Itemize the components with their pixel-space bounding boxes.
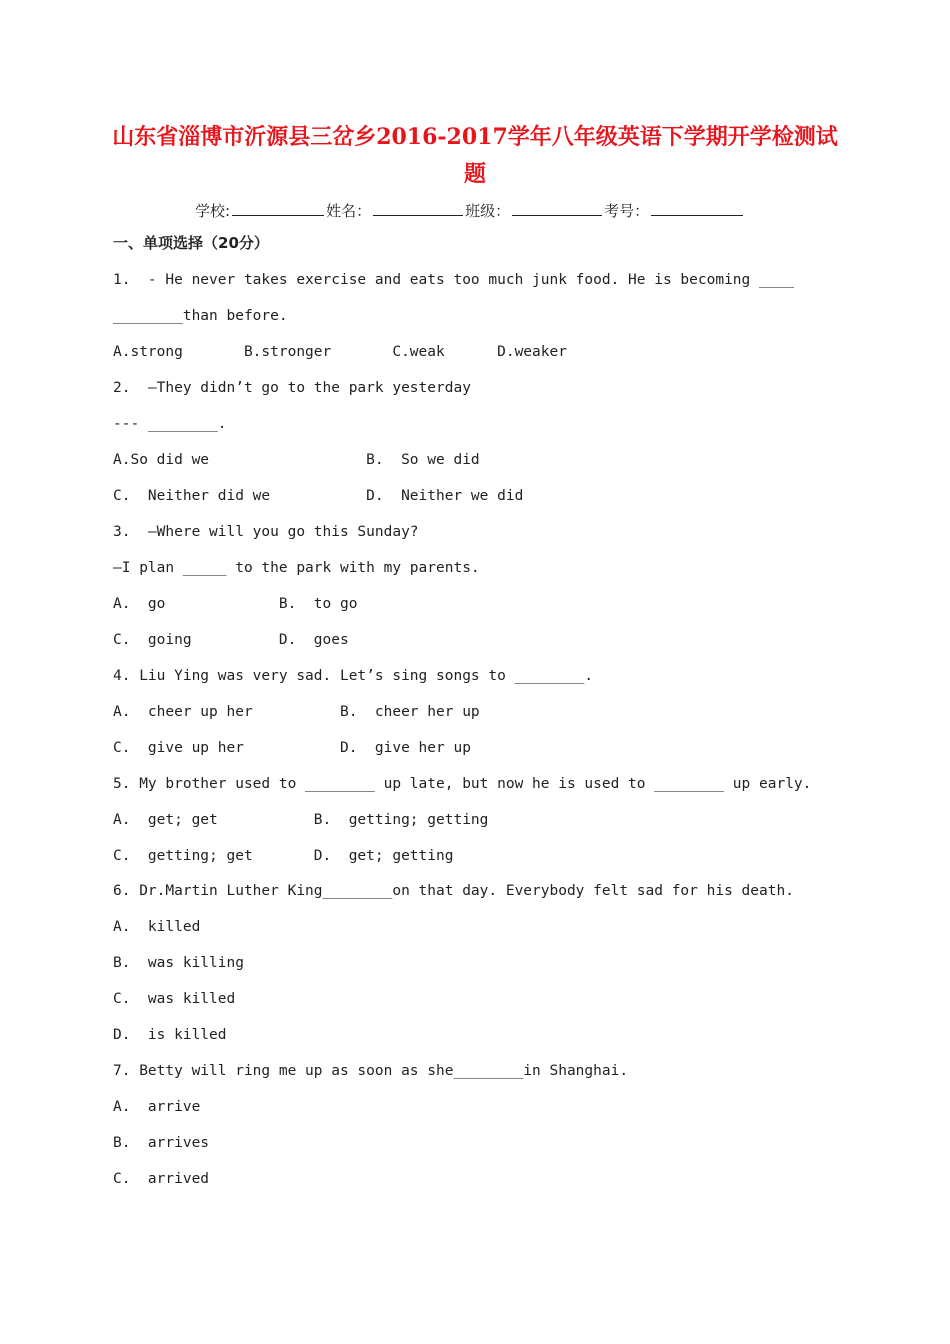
question-1-text-cont: ________than before. <box>113 308 288 324</box>
question-7-option-a: A. arrive <box>113 1099 201 1115</box>
question-2-text: 2. —They didn’t go to the park yesterday <box>113 380 471 396</box>
class-blank <box>512 201 602 216</box>
question-3-options-cd: C. going D. goes <box>113 632 349 648</box>
question-3-options-ab: A. go B. to go <box>113 596 358 612</box>
class-label: 班级： <box>465 202 511 220</box>
question-6-option-d: D. is killed <box>113 1027 227 1043</box>
question-6-text: 6. Dr.Martin Luther King________on that day. Everybody felt sad for his death. <box>113 883 794 899</box>
question-6-option-a: A. killed <box>113 919 201 935</box>
question-5-options-cd: C. getting; get D. get; getting <box>113 848 454 864</box>
name-blank <box>373 201 463 216</box>
document-title-line-2: 题 <box>463 161 486 187</box>
question-2-options-cd: C. Neither did we D. Neither we did <box>113 488 524 504</box>
question-5-text: 5. My brother used to ________ up late, but now he is used to ________ up early. <box>113 776 812 792</box>
question-6-option-c: C. was killed <box>113 991 236 1007</box>
number-label: 考号： <box>604 202 650 220</box>
school-blank <box>232 201 324 216</box>
question-3-text-cont: —I plan _____ to the park with my parents. <box>113 560 480 576</box>
question-7-text: 7. Betty will ring me up as soon as she________in Shanghai. <box>113 1063 629 1079</box>
question-3-text: 3. —Where will you go this Sunday? <box>113 524 419 540</box>
school-label: 学校: <box>195 202 231 220</box>
question-2-options-ab: A.So did we B. So we did <box>113 452 480 468</box>
question-2-answer-blank: --- ________. <box>113 416 227 432</box>
question-4-options-ab: A. cheer up her B. cheer her up <box>113 704 480 720</box>
name-label: 姓名： <box>326 202 372 220</box>
question-7-option-c: C. arrived <box>113 1171 210 1187</box>
student-info-row <box>195 200 745 222</box>
section-heading: 一、单项选择（20分） <box>113 234 269 252</box>
question-7-option-b: B. arrives <box>113 1135 210 1151</box>
question-4-text: 4. Liu Ying was very sad. Let’s sing songs to ________. <box>113 668 594 684</box>
question-1-options: A.strong B.stronger C.weak D.weaker <box>113 344 567 360</box>
document-title-line-1: 山东省淄博市沂源县三岔乡2016-2017学年八年级英语下学期开学检测试 <box>112 124 838 150</box>
question-1-text: 1. - He never takes exercise and eats too much junk food. He is becoming ____ <box>113 272 794 288</box>
question-4-options-cd: C. give up her D. give her up <box>113 740 471 756</box>
question-5-options-ab: A. get; get B. getting; getting <box>113 812 489 828</box>
number-blank <box>651 201 743 216</box>
question-6-option-b: B. was killing <box>113 955 244 971</box>
